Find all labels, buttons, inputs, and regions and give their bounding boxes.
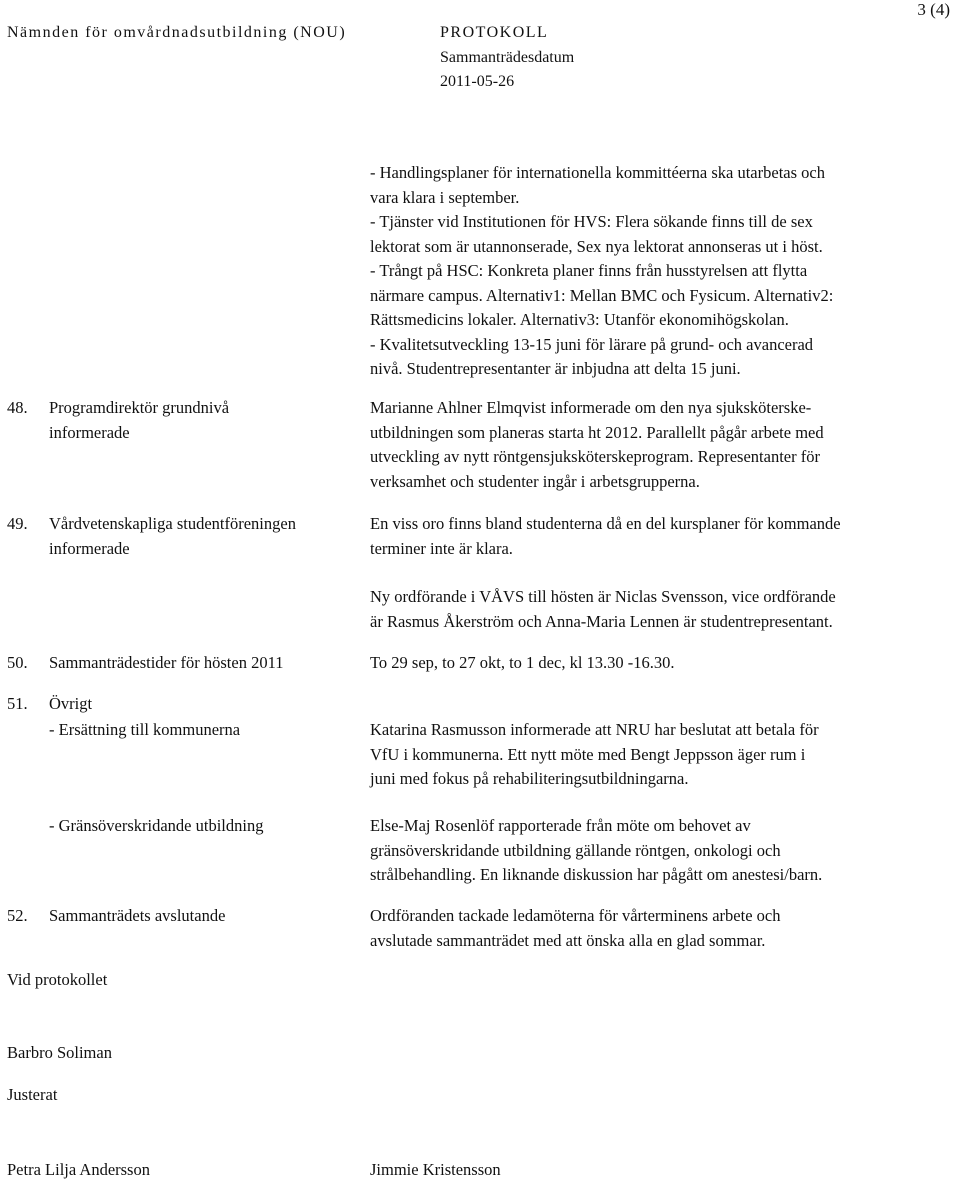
item-50-title: Sammanträdestider för hösten 2011 [49, 653, 284, 672]
meeting-date: 2011-05-26 [440, 73, 515, 90]
item-52-text-line: avslutade sammanträdet med att önska alla en glad sommar. [370, 930, 766, 950]
item-48-text-line: Marianne Ahlner Elmqvist informerade om den nya sjuksköterske- [370, 398, 812, 417]
item-51-sub2-line: gränsöverskridande utbildning gällande röntgen, onkologi och [370, 840, 781, 860]
item-51-sub2-line: strålbehandling. En liknande diskussion har pågått om anestesi/barn. [370, 865, 823, 884]
intro-line: - Kvalitetsutveckling 13-15 juni för lärare på grund- och avancerad [370, 334, 814, 354]
item-49-title-line: informerade [49, 538, 130, 558]
item-51-sub2-line: Else-Maj Rosenlöf rapporterade från möte om behovet av [370, 816, 751, 835]
adjuster-2-name: Jimmie Kristensson [370, 1160, 501, 1179]
intro-line: närmare campus. Alternativ1: Mellan BMC och Fysicum. Alternativ2: [370, 285, 834, 305]
item-48-title-line: Programdirektör grundnivå [49, 398, 230, 417]
meeting-date-label: Sammanträdesdatum [440, 49, 575, 66]
item-51-title: Övrigt [49, 694, 93, 713]
item-52-text-line: Ordföranden tackade ledamöterna för vårterminens arbete och [370, 906, 781, 925]
intro-line: vara klara i september. [370, 187, 520, 207]
intro-line: - Handlingsplaner för internationella kommittéerna ska utarbetas och [370, 163, 825, 182]
item-50-number: 50. [7, 653, 28, 672]
item-52-title: Sammanträdets avslutande [49, 906, 226, 925]
item-48-title-line: informerade [49, 422, 130, 442]
item-49-number: 49. [7, 514, 28, 533]
item-51-sub1-title: - Ersättning till kommunerna [49, 720, 241, 739]
intro-line: Rättsmedicins lokaler. Alternativ3: Utanför ekonomihögskolan. [370, 310, 789, 329]
intro-line: - Trångt på HSC: Konkreta planer finns från husstyrelsen att flytta [370, 261, 808, 280]
item-48-text-line: verksamhet och studenter ingår i arbetsgrupperna. [370, 471, 700, 491]
secretary-name: Barbro Soliman [7, 1043, 112, 1062]
item-49-title [49, 512, 296, 561]
item-48-text-line: utveckling av nytt röntgensjuksköterskeprogram. Representanter för [370, 447, 820, 466]
item-51-sub1-line: VfU i kommunerna. Ett nytt möte med Bengt Jeppsson äger rum i [370, 744, 806, 764]
page-number: 3 (4) [917, 0, 950, 19]
item-49-text-line: terminer inte är klara. [370, 538, 513, 558]
item-51-number: 51. [7, 694, 28, 713]
item-49-text2-line: Ny ordförande i VÅVS till hösten är Niclas Svensson, vice ordförande [370, 587, 836, 606]
item-52-number: 52. [7, 906, 28, 925]
item-49-text-line: En viss oro finns bland studenterna då en del kursplaner för kommande [370, 514, 841, 533]
item-51-sub1-line: juni med fokus på rehabiliteringsutbildningarna. [370, 769, 689, 788]
item-48-text [370, 396, 824, 494]
item-51-sub1-text [370, 718, 819, 792]
item-51-sub2-text [370, 814, 822, 888]
document-type: PROTOKOLL [440, 24, 549, 41]
item-48-title [49, 396, 229, 445]
item-48-number: 48. [7, 398, 28, 417]
item-52-text [370, 904, 780, 953]
recorded-label: Vid protokollet [7, 970, 108, 989]
intro-line: - Tjänster vid Institutionen för HVS: Flera sökande finns till de sex [370, 212, 813, 231]
intro-line: nivå. Studentrepresentanter är inbjudna att delta 15 juni. [370, 359, 741, 378]
item-49-text [370, 512, 841, 561]
item-51-sub1-line: Katarina Rasmusson informerade att NRU har beslutat att betala för [370, 720, 819, 739]
item-49-text2-line: är Rasmus Åkerström och Anna-Maria Lennen är studentrepresentant. [370, 611, 833, 631]
item-49-text-2 [370, 585, 836, 634]
approved-label: Justerat [7, 1085, 58, 1104]
adjuster-1-name: Petra Lilja Andersson [7, 1160, 150, 1179]
item-50-text: To 29 sep, to 27 okt, to 1 dec, kl 13.30 -16.30. [370, 653, 675, 672]
intro-paragraph [370, 161, 833, 382]
intro-line: lektorat som är utannonserade, Sex nya lektorat annonseras ut i höst. [370, 236, 823, 256]
item-48-text-line: utbildningen som planeras starta ht 2012. Parallellt pågår arbete med [370, 422, 824, 442]
committee-name: Nämnden för omvårdnadsutbildning (NOU) [7, 24, 347, 41]
item-51-sub2-title: - Gränsöverskridande utbildning [49, 816, 264, 835]
item-49-title-line: Vårdvetenskapliga studentföreningen [49, 514, 296, 533]
